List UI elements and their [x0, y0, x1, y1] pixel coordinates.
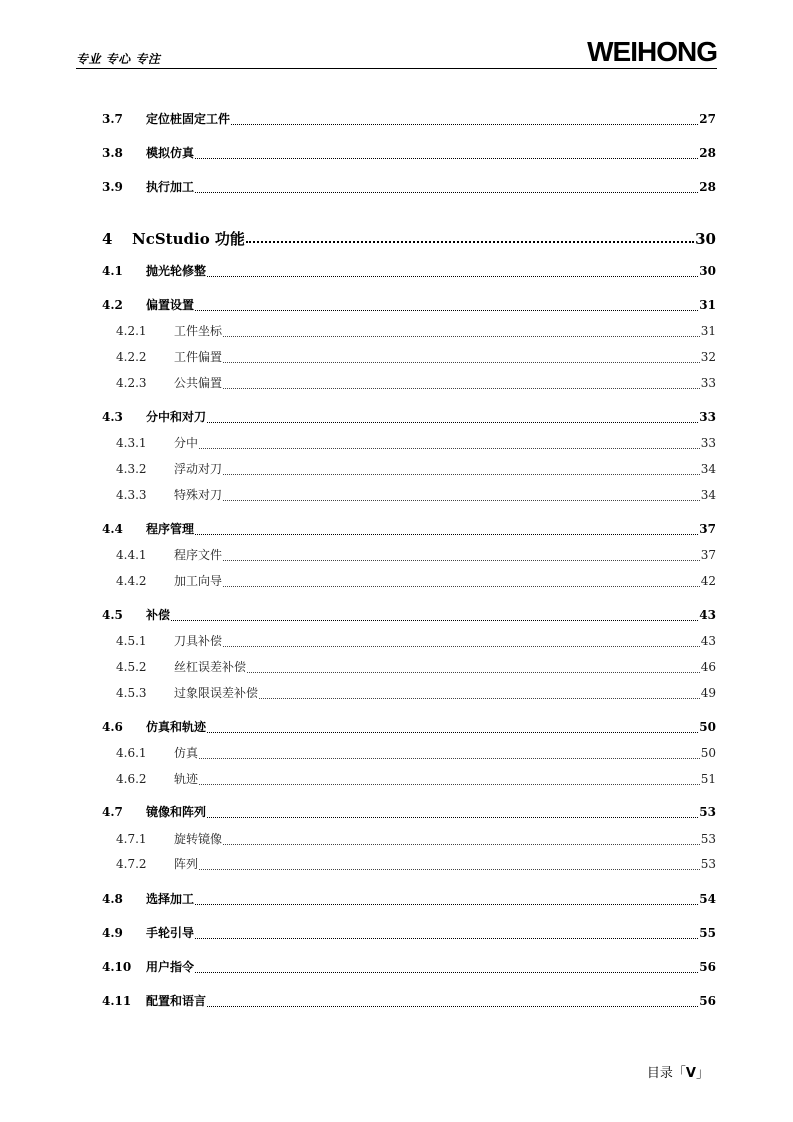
toc-entry-title: NcStudio 功能 [132, 230, 245, 248]
footer-open-bracket: 「 [672, 1066, 686, 1081]
toc-entry[interactable] [102, 830, 716, 850]
toc-entry-number: 4.5.1 [116, 634, 147, 648]
toc-dot-leader [195, 534, 698, 535]
toc-entry-number: 4.2 [102, 298, 123, 312]
toc-entry[interactable] [102, 632, 716, 652]
toc-entry-page: 56 [699, 994, 716, 1008]
toc-entry-page: 49 [700, 686, 716, 700]
toc-entry-page: 32 [700, 350, 716, 364]
toc-entry[interactable] [102, 770, 716, 790]
toc-entry[interactable] [102, 178, 716, 198]
toc-entry[interactable] [102, 924, 716, 944]
toc-entry-number: 4.7.2 [116, 857, 147, 871]
toc-entry[interactable] [102, 520, 716, 540]
toc-entry-number: 4.3.1 [116, 436, 147, 450]
toc-entry-number: 4.8 [102, 892, 123, 906]
toc-entry-title: 选择加工 [146, 892, 195, 906]
toc-entry-page: 33 [699, 410, 716, 424]
toc-entry-number: 4.5.3 [116, 686, 147, 700]
toc-entry[interactable] [102, 546, 716, 566]
toc-dot-leader [195, 904, 698, 905]
toc-entry-number: 3.9 [102, 180, 123, 194]
toc-dot-leader [247, 672, 700, 673]
toc-entry-title: 工件坐标 [174, 324, 223, 338]
toc-entry-number: 4.3 [102, 410, 123, 424]
toc-dot-leader [207, 1006, 698, 1007]
toc-entry-title: 过象限误差补偿 [174, 686, 259, 700]
toc-entry-title: 补偿 [146, 608, 171, 622]
weihong-logo: WEIHONG [587, 36, 717, 67]
toc-entry-title: 分中和对刀 [146, 410, 207, 424]
toc-entry-page: 53 [700, 857, 716, 871]
toc-entry-page: 42 [700, 574, 716, 588]
toc-entry-title: 仿真 [174, 746, 199, 760]
toc-entry[interactable] [102, 992, 716, 1012]
toc-entry-title: 偏置设置 [146, 298, 195, 312]
toc-entry-page: 54 [699, 892, 716, 906]
toc-entry-page: 43 [700, 634, 716, 648]
toc-entry[interactable] [102, 803, 716, 823]
toc-entry-page: 30 [695, 230, 716, 248]
toc-entry-number: 4.6.1 [116, 746, 147, 760]
toc-entry-title: 镜像和阵列 [146, 805, 207, 819]
toc-entry[interactable] [102, 262, 716, 282]
toc-entry-page: 46 [700, 660, 716, 674]
toc-entry[interactable] [102, 228, 716, 248]
toc-entry-title: 丝杠误差补偿 [174, 660, 247, 674]
toc-dot-leader [199, 758, 700, 759]
toc-dot-leader [223, 844, 700, 845]
toc-entry-page: 56 [699, 960, 716, 974]
toc-entry-page: 53 [700, 832, 716, 846]
toc-entry[interactable] [102, 890, 716, 910]
toc-entry[interactable] [102, 374, 716, 394]
toc-dot-leader [223, 560, 700, 561]
toc-entry[interactable] [102, 658, 716, 678]
toc-entry[interactable] [102, 110, 716, 130]
toc-entry-title: 配置和语言 [146, 994, 207, 1008]
toc-entry-number: 4.7.1 [116, 832, 147, 846]
toc-dot-leader [195, 158, 698, 159]
toc-entry-number: 4.2.1 [116, 324, 147, 338]
header-slogan: 专业 专心 专注 [76, 52, 161, 66]
toc-dot-leader [171, 620, 698, 621]
toc-entry-page: 33 [700, 436, 716, 450]
toc-dot-leader [207, 817, 698, 818]
toc-entry-title: 用户指令 [146, 960, 195, 974]
toc-entry-number: 4.4.2 [116, 574, 147, 588]
toc-entry-title: 加工向导 [174, 574, 223, 588]
toc-entry-number: 4.3.3 [116, 488, 147, 502]
toc-entry[interactable] [102, 958, 716, 978]
toc-entry-page: 34 [700, 462, 716, 476]
toc-entry-title: 执行加工 [146, 180, 195, 194]
toc-entry[interactable] [102, 606, 716, 626]
toc-entry[interactable] [102, 296, 716, 316]
toc-entry[interactable] [102, 486, 716, 506]
toc-dot-leader [223, 474, 700, 475]
toc-entry-page: 55 [699, 926, 716, 940]
toc-entry-title: 分中 [174, 436, 199, 450]
toc-entry-page: 33 [700, 376, 716, 390]
toc-entry-page: 28 [699, 146, 716, 160]
toc-entry-number: 4.6 [102, 720, 123, 734]
toc-dot-leader [207, 422, 698, 423]
toc-entry-number: 4.4.1 [116, 548, 147, 562]
toc-entry-title: 特殊对刀 [174, 488, 223, 502]
toc-entry[interactable] [102, 460, 716, 480]
toc-dot-leader [195, 938, 698, 939]
toc-dot-leader [195, 192, 698, 193]
toc-entry-title: 程序管理 [146, 522, 195, 536]
toc-dot-leader [231, 124, 698, 125]
toc-entry-title: 抛光轮修整 [146, 264, 207, 278]
toc-entry-number: 3.8 [102, 146, 123, 160]
toc-entry-title: 旋转镜像 [174, 832, 223, 846]
toc-entry-title: 工件偏置 [174, 350, 223, 364]
toc-entry-page: 27 [699, 112, 716, 126]
toc-dot-leader [259, 698, 700, 699]
toc-dot-leader [223, 500, 700, 501]
toc-dot-leader [207, 732, 698, 733]
header-divider [76, 68, 717, 69]
toc-entry-number: 4.5.2 [116, 660, 147, 674]
toc-dot-leader [223, 586, 700, 587]
toc-entry-number: 4.10 [102, 960, 132, 974]
toc-entry-number: 4.11 [102, 994, 132, 1008]
footer-close-bracket: 」 [695, 1066, 709, 1081]
toc-entry-page: 37 [699, 522, 716, 536]
toc-entry[interactable] [102, 572, 716, 592]
toc-entry-number: 4.7 [102, 805, 123, 819]
toc-entry-title: 轨迹 [174, 772, 199, 786]
toc-entry-page: 50 [700, 746, 716, 760]
toc-entry[interactable] [102, 718, 716, 738]
footer-page-label [647, 1062, 709, 1081]
toc-entry[interactable] [102, 408, 716, 428]
toc-entry-page: 50 [699, 720, 716, 734]
toc-entry-number: 3.7 [102, 112, 123, 126]
toc-entry-number: 4.6.2 [116, 772, 147, 786]
toc-entry-page: 37 [700, 548, 716, 562]
toc-entry-title: 手轮引导 [146, 926, 195, 940]
toc-entry-number: 4.4 [102, 522, 123, 536]
toc-entry-title: 模拟仿真 [146, 146, 195, 160]
toc-dot-leader [195, 972, 698, 973]
toc-entry-page: 28 [699, 180, 716, 194]
toc-dot-leader [223, 646, 700, 647]
toc-dot-leader [207, 276, 698, 277]
footer-section-name: 目录 [646, 1066, 673, 1081]
toc-entry[interactable] [102, 144, 716, 164]
toc-dot-leader [199, 869, 700, 870]
toc-dot-leader [223, 362, 700, 363]
toc-entry-number: 4.9 [102, 926, 123, 940]
toc-entry-title: 仿真和轨迹 [146, 720, 207, 734]
toc-entry[interactable] [102, 744, 716, 764]
toc-entry-title: 定位桩固定工件 [146, 112, 231, 126]
toc-entry-title: 公共偏置 [174, 376, 223, 390]
toc-entry-page: 31 [699, 298, 716, 312]
toc-entry-title: 刀具补偿 [174, 634, 223, 648]
toc-entry-title: 浮动对刀 [174, 462, 223, 476]
toc-entry-number: 4.3.2 [116, 462, 147, 476]
toc-entry[interactable] [102, 348, 716, 368]
toc-entry-page: 31 [700, 324, 716, 338]
toc-entry-page: 51 [700, 772, 716, 786]
toc-entry-number: 4.2.3 [116, 376, 147, 390]
toc-entry-title: 程序文件 [174, 548, 223, 562]
footer-page-number: V [685, 1066, 696, 1081]
toc-entry-page: 34 [700, 488, 716, 502]
toc-entry[interactable] [102, 855, 716, 875]
toc-dot-leader [246, 241, 694, 243]
toc-entry-page: 43 [699, 608, 716, 622]
toc-dot-leader [199, 448, 700, 449]
toc-entry-page: 53 [699, 805, 716, 819]
toc-entry-page: 30 [699, 264, 716, 278]
toc-entry[interactable] [102, 684, 716, 704]
toc-entry[interactable] [102, 322, 716, 342]
toc-entry-number: 4 [102, 230, 113, 248]
toc-dot-leader [195, 310, 698, 311]
toc-dot-leader [223, 336, 700, 337]
toc-entry-title: 阵列 [174, 857, 199, 871]
toc-dot-leader [199, 784, 700, 785]
toc-entry[interactable] [102, 434, 716, 454]
toc-entry-number: 4.1 [102, 264, 123, 278]
toc-entry-number: 4.5 [102, 608, 123, 622]
toc-dot-leader [223, 388, 700, 389]
toc-entry-number: 4.2.2 [116, 350, 147, 364]
